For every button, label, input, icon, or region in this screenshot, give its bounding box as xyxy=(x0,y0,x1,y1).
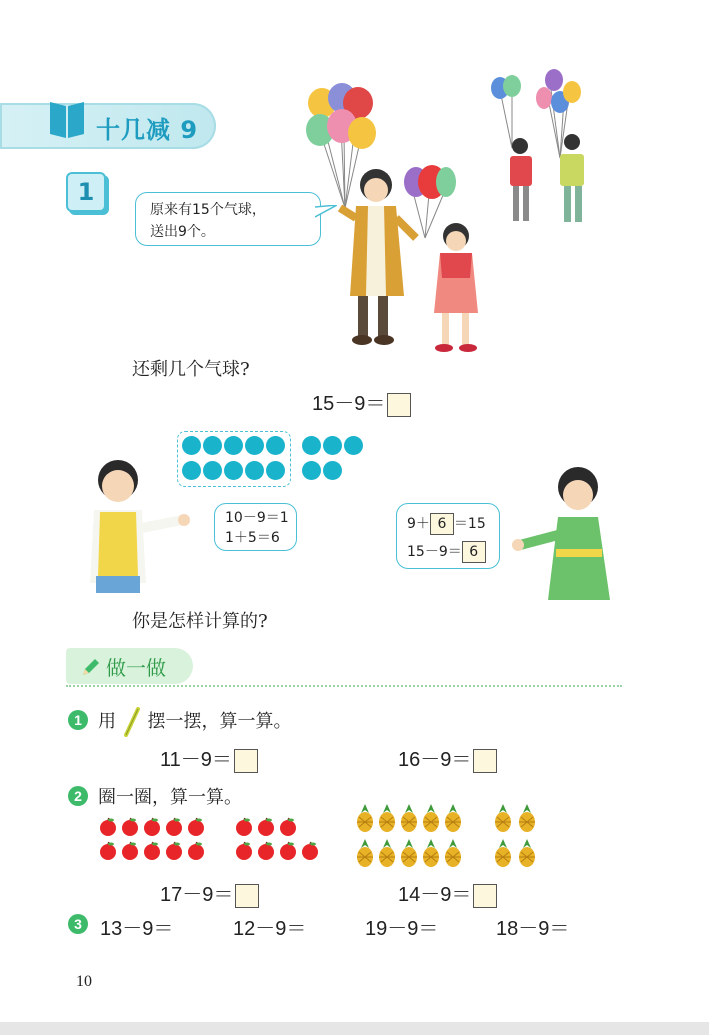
pineapple-icon xyxy=(442,803,464,833)
example-number-badge: 1 xyxy=(66,172,106,212)
page-bottom-band xyxy=(0,1022,709,1035)
pineapple-icon xyxy=(420,803,442,833)
girl-method-line-2: 15－9＝ 6 xyxy=(407,538,499,566)
apple-icon xyxy=(164,817,184,837)
apple-icon xyxy=(142,841,162,861)
apple-icon xyxy=(186,817,206,837)
story-line-2: 送出9个。 xyxy=(150,224,215,240)
item-2-answer-box-b[interactable] xyxy=(473,884,497,908)
pineapple-icon xyxy=(516,803,538,833)
apple-icon xyxy=(234,841,254,861)
pineapple-icon xyxy=(516,838,538,868)
girl-method-line-1: 9＋ 6 ＝15 xyxy=(407,510,499,538)
item-3-number: 3 xyxy=(68,914,88,934)
question-remaining-balloons: 还剩几个气球? xyxy=(132,359,250,380)
boy-method-line-1: 10－9＝1 xyxy=(225,510,289,526)
apple-icon xyxy=(98,841,118,861)
question-how-calculate: 你是怎样计算的? xyxy=(132,611,268,632)
apple-icon xyxy=(142,817,162,837)
item-1-instruction: 用 摆一摆，算一算。 xyxy=(98,707,291,737)
apple-icon xyxy=(164,841,184,861)
girl-answer-box-2: 6 xyxy=(462,541,486,563)
apple-icon xyxy=(98,817,118,837)
pineapple-icon xyxy=(492,838,514,868)
main-equation-text: 15－9＝ xyxy=(312,393,386,415)
item-3-equation-1: 13－9＝ xyxy=(100,918,174,940)
item-3-equation-3: 19－9＝ xyxy=(365,918,439,940)
pineapple-icon xyxy=(398,803,420,833)
apple-icon xyxy=(278,841,298,861)
item-3-equation-2: 12－9＝ xyxy=(233,918,307,940)
pineapple-icon xyxy=(376,803,398,833)
item-3-equation-4: 18－9＝ xyxy=(496,918,570,940)
story-line-1: 原来有15个气球， xyxy=(150,202,266,218)
pineapple-icon xyxy=(354,803,376,833)
item-2-equation-a: 17－9＝ xyxy=(160,878,259,908)
boy-method-line-2: 1＋5＝6 xyxy=(225,530,280,546)
pineapple-icon xyxy=(420,838,442,868)
apple-icon xyxy=(120,841,140,861)
apple-icon xyxy=(300,841,320,861)
item-1-number: 1 xyxy=(68,710,88,730)
item-2-number: 2 xyxy=(68,786,88,806)
girl-answer-box-1: 6 xyxy=(430,513,454,535)
item-2-equation-b: 14－9＝ xyxy=(398,878,497,908)
apple-icon xyxy=(234,817,254,837)
apple-icon xyxy=(256,817,276,837)
apple-icon xyxy=(186,841,206,861)
page-number: 10 xyxy=(76,973,92,990)
pineapple-icon xyxy=(492,803,514,833)
item-1-equation-a: 11－9＝ xyxy=(160,743,258,773)
item-1-equation-b: 16－9＝ xyxy=(398,743,497,773)
pineapple-icon xyxy=(442,838,464,868)
apple-icon xyxy=(256,841,276,861)
practice-header-label: 做一做 xyxy=(106,656,166,680)
pineapple-icon xyxy=(376,838,398,868)
apple-icon xyxy=(120,817,140,837)
pineapple-icon xyxy=(398,838,420,868)
item-2-instruction: 圈一圈，算一算。 xyxy=(98,787,242,808)
lesson-title: 十几减 9 xyxy=(96,116,199,144)
apple-icon xyxy=(278,817,298,837)
pineapple-icon xyxy=(354,838,376,868)
item-2-answer-box-a[interactable] xyxy=(235,884,259,908)
